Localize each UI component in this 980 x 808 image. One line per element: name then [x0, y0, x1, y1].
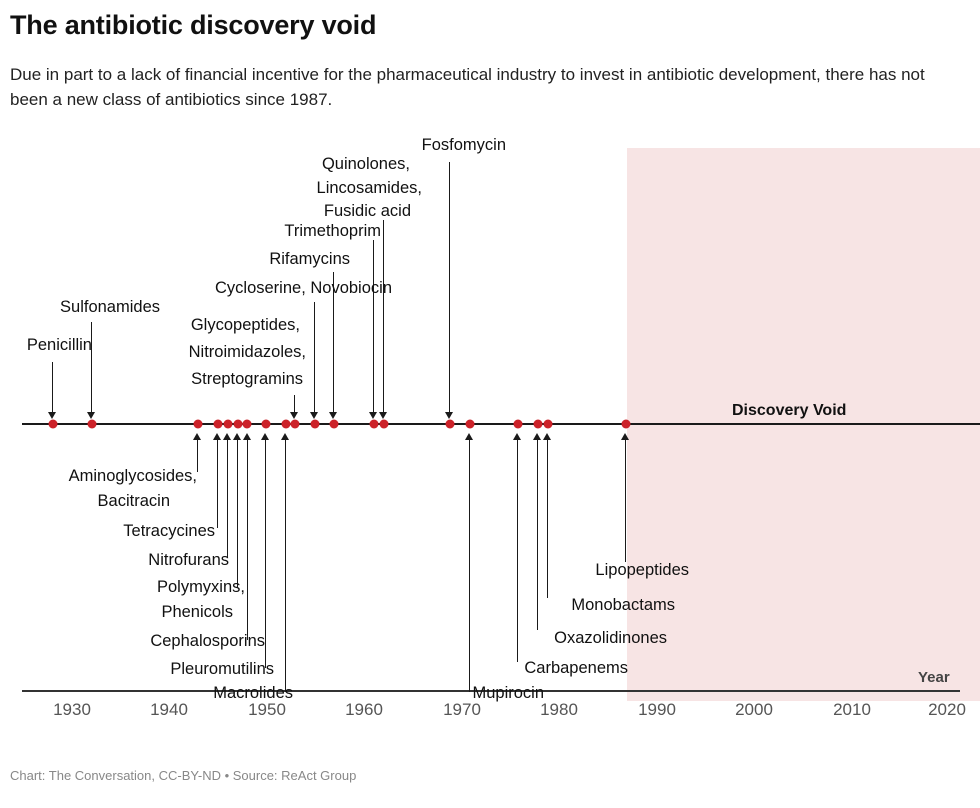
- annotation-label-rifamycins: Rifamycins: [269, 250, 350, 268]
- arrow-head-icon: [445, 412, 453, 419]
- annotation-label-nitroimidazoles: Nitroimidazoles,: [188, 343, 306, 361]
- timeline-axis: [22, 423, 980, 425]
- arrow-head-icon: [379, 412, 387, 419]
- annotation-label-phenicols: Phenicols: [161, 603, 233, 621]
- annotation-label-monobactams: Monobactams: [571, 596, 675, 614]
- arrow-head-icon: [261, 433, 269, 440]
- annotation-label-carbapenems: Carbapenems: [524, 659, 628, 677]
- leader-line: [217, 440, 218, 528]
- x-tick-1930: 1930: [53, 700, 91, 719]
- x-tick-1960: 1960: [345, 700, 383, 719]
- leader-line: [625, 440, 626, 562]
- annotation-label-macrolides: Macrolides: [213, 684, 293, 702]
- arrow-head-icon: [193, 433, 201, 440]
- arrow-head-icon: [543, 433, 551, 440]
- x-tick-2010: 2010: [833, 700, 871, 719]
- x-tick-1940: 1940: [150, 700, 188, 719]
- annotation-label-trimethoprim: Trimethoprim: [284, 222, 381, 240]
- annotation-label-nitrofurans: Nitrofurans: [148, 551, 229, 569]
- data-point: [291, 420, 300, 429]
- x-tick-1970: 1970: [443, 700, 481, 719]
- annotation-label-cycloserine-novobiocin: Cycloserine, Novobiocin: [215, 279, 392, 297]
- annotation-label-lincosamides: Lincosamides,: [316, 179, 422, 197]
- x-tick-1990: 1990: [638, 700, 676, 719]
- annotation-label-quinolones: Quinolones,: [321, 155, 410, 173]
- x-tick-1950: 1950: [248, 700, 286, 719]
- arrow-head-icon: [290, 412, 298, 419]
- data-point: [262, 420, 271, 429]
- chart-credit: Chart: The Conversation, CC-BY-ND • Source: ReAct Group: [10, 768, 357, 783]
- data-point: [544, 420, 553, 429]
- leader-line: [197, 440, 198, 472]
- arrow-head-icon: [281, 433, 289, 440]
- arrow-head-icon: [465, 433, 473, 440]
- arrow-head-icon: [243, 433, 251, 440]
- leader-line: [449, 162, 450, 414]
- x-tick-2000: 2000: [735, 700, 773, 719]
- annotation-label-fosfomycin: Fosfomycin: [421, 136, 506, 154]
- arrow-head-icon: [621, 433, 629, 440]
- arrow-head-icon: [369, 412, 377, 419]
- leader-line: [373, 240, 374, 414]
- arrow-head-icon: [329, 412, 337, 419]
- x-tick-2020: 2020: [928, 700, 966, 719]
- data-point: [194, 420, 203, 429]
- leader-line: [383, 220, 384, 414]
- data-point: [446, 420, 455, 429]
- data-point: [243, 420, 252, 429]
- data-point: [224, 420, 233, 429]
- annotation-label-glycopeptides: Glycopeptides,: [190, 316, 300, 334]
- data-point: [282, 420, 291, 429]
- data-point: [466, 420, 475, 429]
- annotation-label-mupirocin: Mupirocin: [472, 684, 544, 702]
- data-point: [370, 420, 379, 429]
- arrow-head-icon: [233, 433, 241, 440]
- arrow-head-icon: [533, 433, 541, 440]
- data-point: [330, 420, 339, 429]
- annotation-label-tetracycines: Tetracycines: [123, 522, 215, 540]
- annotation-label-polymyxins: Polymyxins,: [156, 578, 245, 596]
- x-tick-1980: 1980: [540, 700, 578, 719]
- annotation-label-sulfonamides: Sulfonamides: [60, 298, 160, 316]
- annotation-label-cephalosporins: Cephalosporins: [150, 632, 265, 650]
- arrow-head-icon: [513, 433, 521, 440]
- annotation-label-penicillin: Penicillin: [26, 336, 92, 354]
- page-title: The antibiotic discovery void: [10, 10, 377, 40]
- data-point: [234, 420, 243, 429]
- arrow-head-icon: [310, 412, 318, 419]
- data-point: [514, 420, 523, 429]
- page-subtitle: Due in part to a lack of financial incentive for the pharmaceutical industry to invest in antibiotic development, there has not been a new class of antibiotics since 1987.: [10, 65, 925, 109]
- leader-line: [227, 440, 228, 558]
- leader-line: [314, 302, 315, 414]
- data-point: [49, 420, 58, 429]
- annotation-label-aminoglycosides: Aminoglycosides,: [68, 467, 197, 485]
- annotation-label-lipopeptides: Lipopeptides: [595, 561, 689, 579]
- annotation-label-streptogramins: Streptogramins: [191, 370, 303, 388]
- annotation-label-oxazolidinones: Oxazolidinones: [554, 629, 667, 647]
- year-axis-label: Year: [918, 669, 950, 686]
- data-point: [88, 420, 97, 429]
- data-point: [380, 420, 389, 429]
- data-point: [214, 420, 223, 429]
- data-point: [311, 420, 320, 429]
- discovery-void-label: Discovery Void: [732, 402, 847, 419]
- data-point: [534, 420, 543, 429]
- annotation-label-pleuromutilins: Pleuromutilins: [170, 660, 274, 678]
- annotation-label-bacitracin: Bacitracin: [97, 492, 170, 510]
- chart-plot-area: [0, 130, 980, 730]
- arrow-head-icon: [87, 412, 95, 419]
- data-point: [622, 420, 631, 429]
- arrow-head-icon: [48, 412, 56, 419]
- arrow-head-icon: [223, 433, 231, 440]
- annotation-label-fusidic-acid: Fusidic acid: [323, 202, 411, 220]
- arrow-head-icon: [213, 433, 221, 440]
